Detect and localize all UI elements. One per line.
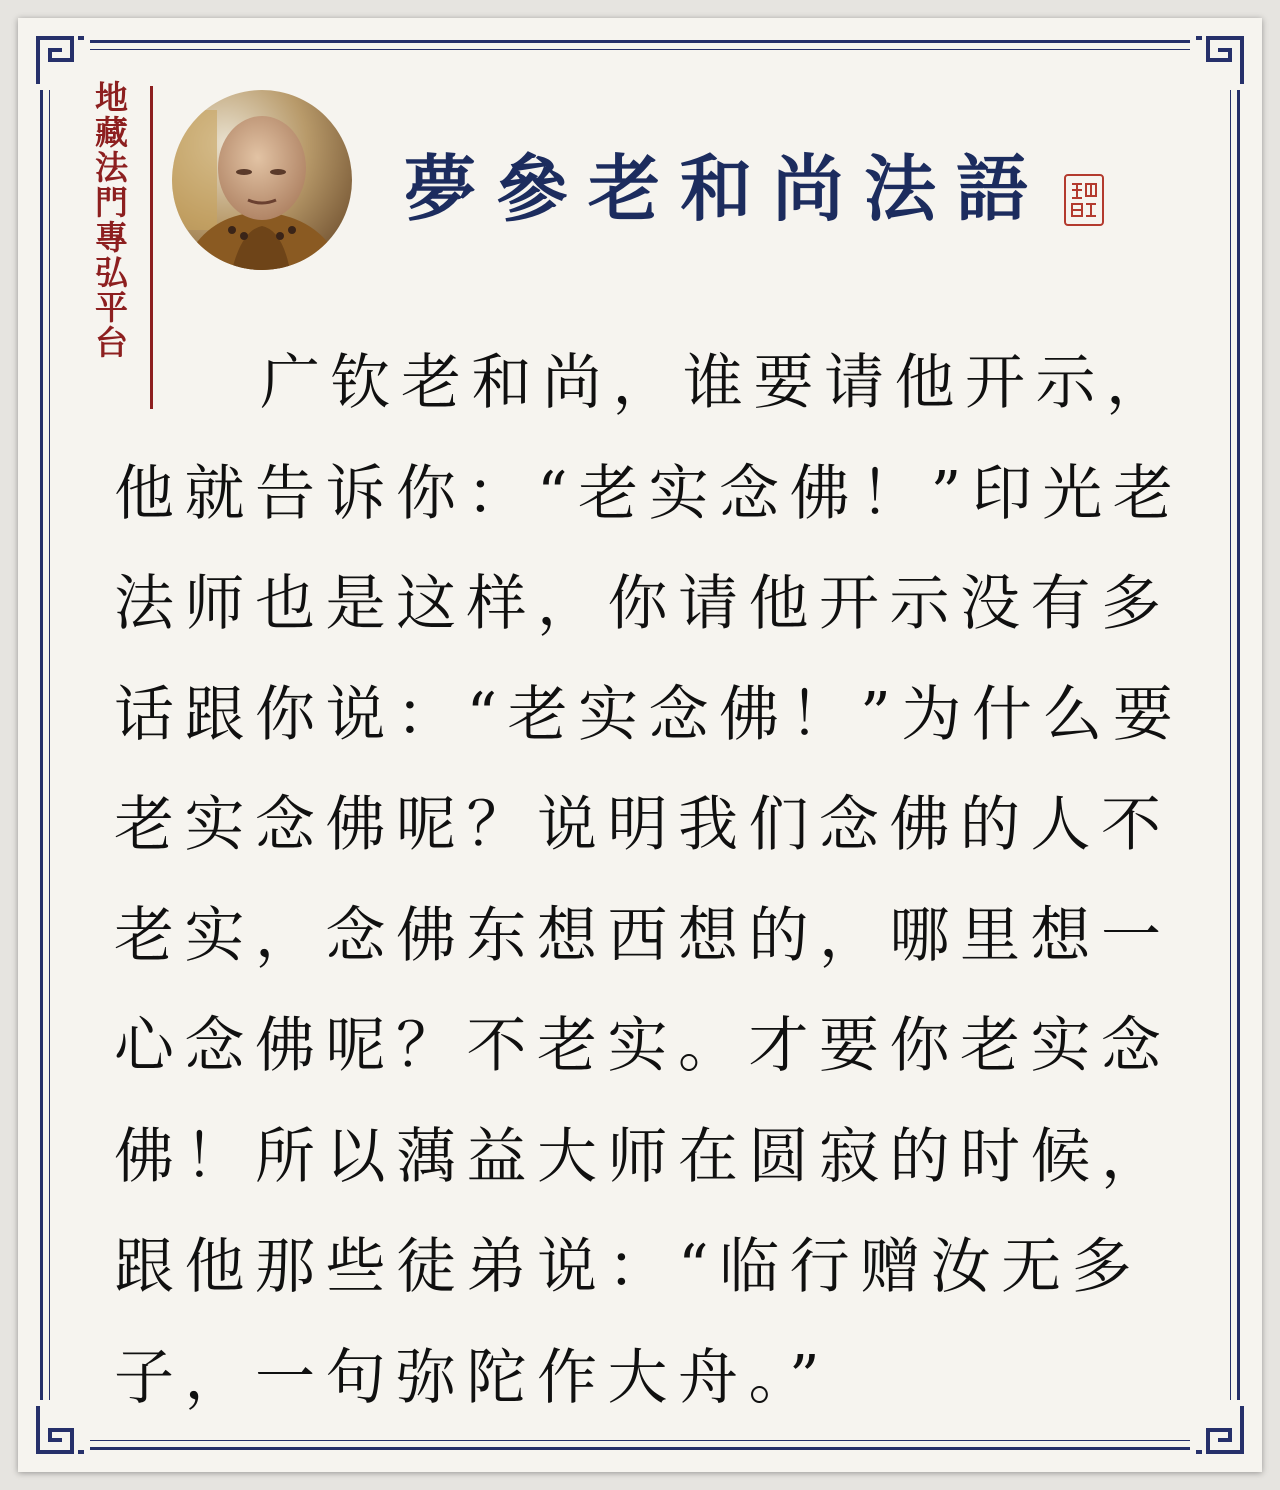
corner-fret-icon: [32, 32, 90, 90]
platform-label: 地藏法門專弘平台: [90, 80, 129, 360]
dharma-quote: 广钦老和尚，谁要请他开示，他就告诉你：“老实念佛！”印光老法师也是这样，你请他开示没有多话跟你说：“老实念佛！”为什么要老实念佛呢？说明我们念佛的人不老实，念佛东想西想的，哪里想一心念佛呢？不老实。才要你老实念佛！所以蕅益大师在圆寂的时候，跟他那些徒弟说：“临行赠汝无多子，一句弥陀作大舟。”: [114, 348, 1184, 1413]
corner-fret-icon: [1190, 1400, 1248, 1458]
quote-card: [18, 18, 1262, 1472]
corner-fret-icon: [32, 1400, 90, 1458]
page-title: 夢參老和尚法語: [404, 146, 1049, 231]
red-seal-icon: [1064, 174, 1104, 226]
monk-portrait-icon: [172, 90, 352, 270]
corner-fret-icon: [1190, 32, 1248, 90]
